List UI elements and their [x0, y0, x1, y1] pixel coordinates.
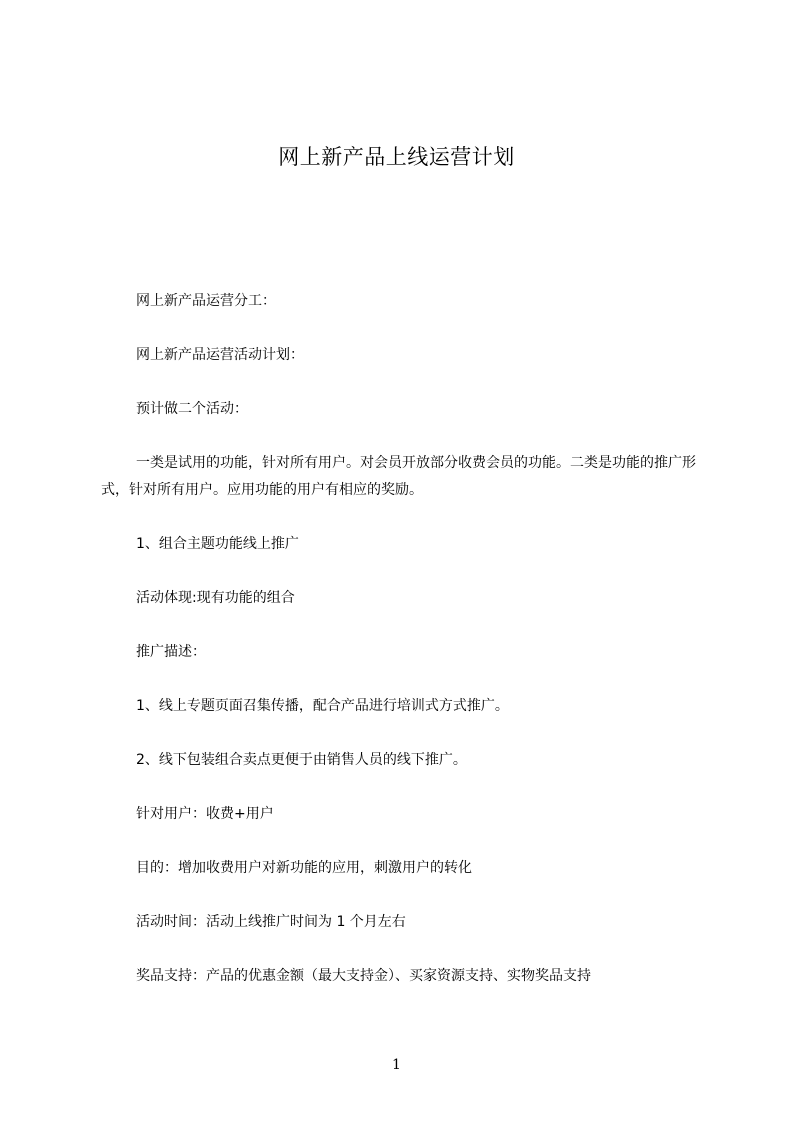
paragraph-offline-promo: 2、线下包装组合卖点更便于由销售人员的线下推广。 — [136, 752, 467, 768]
paragraph-activity-form: 活动体现:现有功能的组合 — [136, 590, 295, 606]
paragraph-online-promo: 1、线上专题页面召集传播，配合产品进行培训式方式推广。 — [136, 698, 509, 714]
paragraph-target-users: 针对用户：收费+用户 — [136, 806, 274, 822]
paragraph-prize-support: 奖品支持：产品的优惠金额（最大支持金）、买家资源支持、实物奖品支持 — [136, 968, 591, 984]
paragraph-ops-division: 网上新产品运营分工： — [136, 293, 276, 309]
paragraph-activity-plan: 网上新产品运营活动计划： — [136, 347, 304, 363]
paragraph-activity-time: 活动时间：活动上线推广时间为 1 个月左右 — [136, 914, 406, 930]
page-number: 1 — [392, 1057, 401, 1073]
paragraph-combo-promotion: 1、组合主题功能线上推广 — [136, 536, 299, 552]
paragraph-promo-description: 推广描述： — [136, 644, 206, 660]
document-body — [101, 288, 713, 1017]
paragraph-two-activities: 预计做二个活动： — [136, 401, 248, 417]
paragraph-activity-types: 一类是试用的功能，针对所有用户。对会员开放部分收费会员的功能。二类是功能的推广形式，针对所有用户。应用功能的用户有相应的奖励。 — [101, 455, 696, 498]
paragraph-purpose: 目的：增加收费用户对新功能的应用，刺激用户的转化 — [136, 860, 472, 876]
document-title: 网上新产品上线运营计划 — [278, 145, 515, 169]
